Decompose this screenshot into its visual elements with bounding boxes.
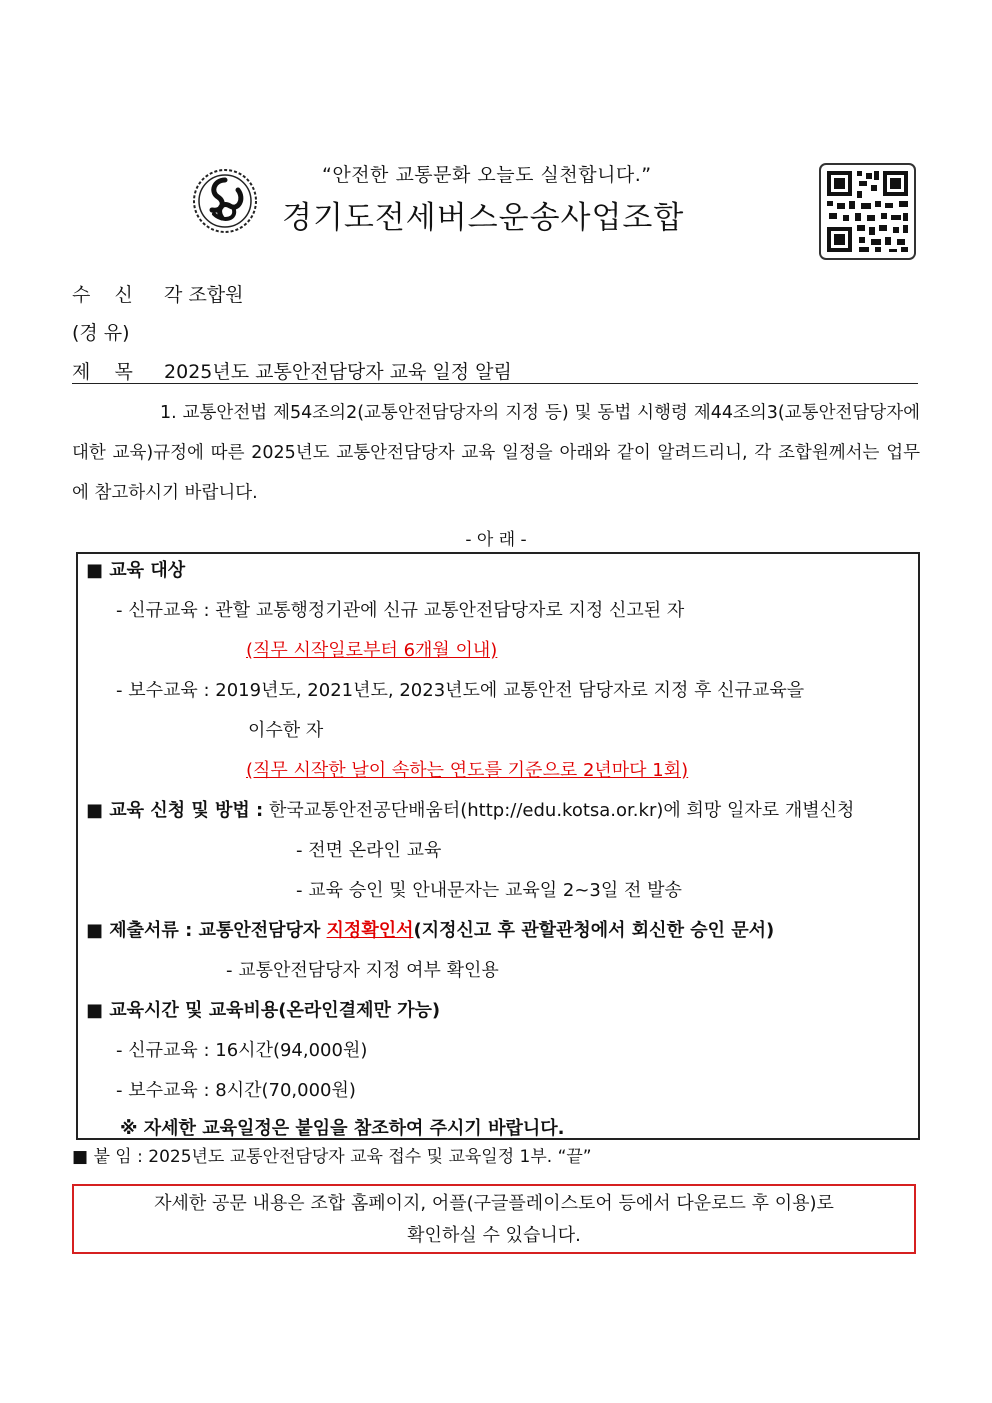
subject-divider [72,383,918,384]
details-box [76,552,920,1140]
schedule-note: ※ 자세한 교육일정은 붙임을 참조하여 주시기 바랍니다. [120,1118,565,1139]
union-logo-icon [192,168,258,234]
arae-heading: - 아 래 - [465,530,527,550]
target-heading: ■ 교육 대상 [86,560,186,581]
subject-row [72,357,512,384]
docs-heading: ■ 제출서류 : 교통안전담당자 [86,920,327,941]
subject-label: 제 목 [72,361,133,383]
notice-line-2: 확인하실 수 있습니다. [407,1225,581,1246]
time-heading: ■ 교육시간 및 교육비용(온라인결제만 가능) [86,1000,441,1021]
docs-row [86,916,774,942]
organization-name: 경기도전세버스운송사업조합 [282,200,685,236]
docs-rest: (지정신고 후 관할관청에서 회신한 승인 문서) [413,920,775,941]
subject-value: 2025년도 교통안전담당자 교육 일정 알림 [164,361,512,383]
body-paragraph: 1. 교통안전법 제54조의2(교통안전담당자의 지정 등) 및 동법 시행령 제44조의3(교통안전담당자에 대한 교육)규정에 따른 2025년도 교통안전담당자 교육 일정을 아래와 같이 알려드리니, 각 조합원께서는 업무에 참고하시기 바랍니다. [72,403,920,503]
new-edu-note: (직무 시작일로부터 6개월 이내) [246,640,498,661]
docs-highlight: 지정확인서 [326,920,414,941]
notice-text [74,1188,914,1252]
refresh-edu-cont: 이수한 자 [248,720,324,741]
recipient-row [72,280,244,307]
notice-box [72,1184,916,1254]
attachment-line: ■ 붙 임 : 2025년도 교통안전담당자 교육 접수 및 교육일정 1부. “끝” [72,1147,592,1167]
notice-line-1: 자세한 공문 내용은 조합 홈페이지, 어플(구글플레이스토어 등에서 다운로드 후 이용)로 [154,1193,834,1214]
via-label: (경 유) [72,322,130,344]
new-edu-line: - 신규교육 : 관할 교통행정기관에 신규 교통안전담당자로 지정 신고된 자 [116,600,685,621]
slogan: “안전한 교통문화 오늘도 실천합니다.” [322,164,652,186]
apply-sub-online: - 전면 온라인 교육 [296,840,442,861]
refresh-edu-line: - 보수교육 : 2019년도, 2021년도, 2023년도에 교통안전 담당자로 지정 후 신규교육을 [116,680,805,701]
apply-row [86,796,854,822]
qr-code-icon[interactable] [819,163,916,260]
time-refresh: - 보수교육 : 8시간(70,000원) [116,1080,356,1101]
recipient-value: 각 조합원 [164,284,244,306]
docs-sub: - 교통안전담당자 지정 여부 확인용 [226,960,499,981]
apply-sub-sms: - 교육 승인 및 안내문자는 교육일 2~3일 전 발송 [296,880,682,901]
time-new: - 신규교육 : 16시간(94,000원) [116,1040,368,1061]
refresh-edu-note: (직무 시작한 날이 속하는 연도를 기준으로 2년마다 1회) [246,760,689,781]
apply-value: 한국교통안전공단배움터(http://edu.kotsa.or.kr)에 희망 일자로 개별신청 [263,800,855,821]
recipient-label: 수 신 [72,284,133,306]
apply-heading: ■ 교육 신청 및 방법 : [86,800,264,821]
